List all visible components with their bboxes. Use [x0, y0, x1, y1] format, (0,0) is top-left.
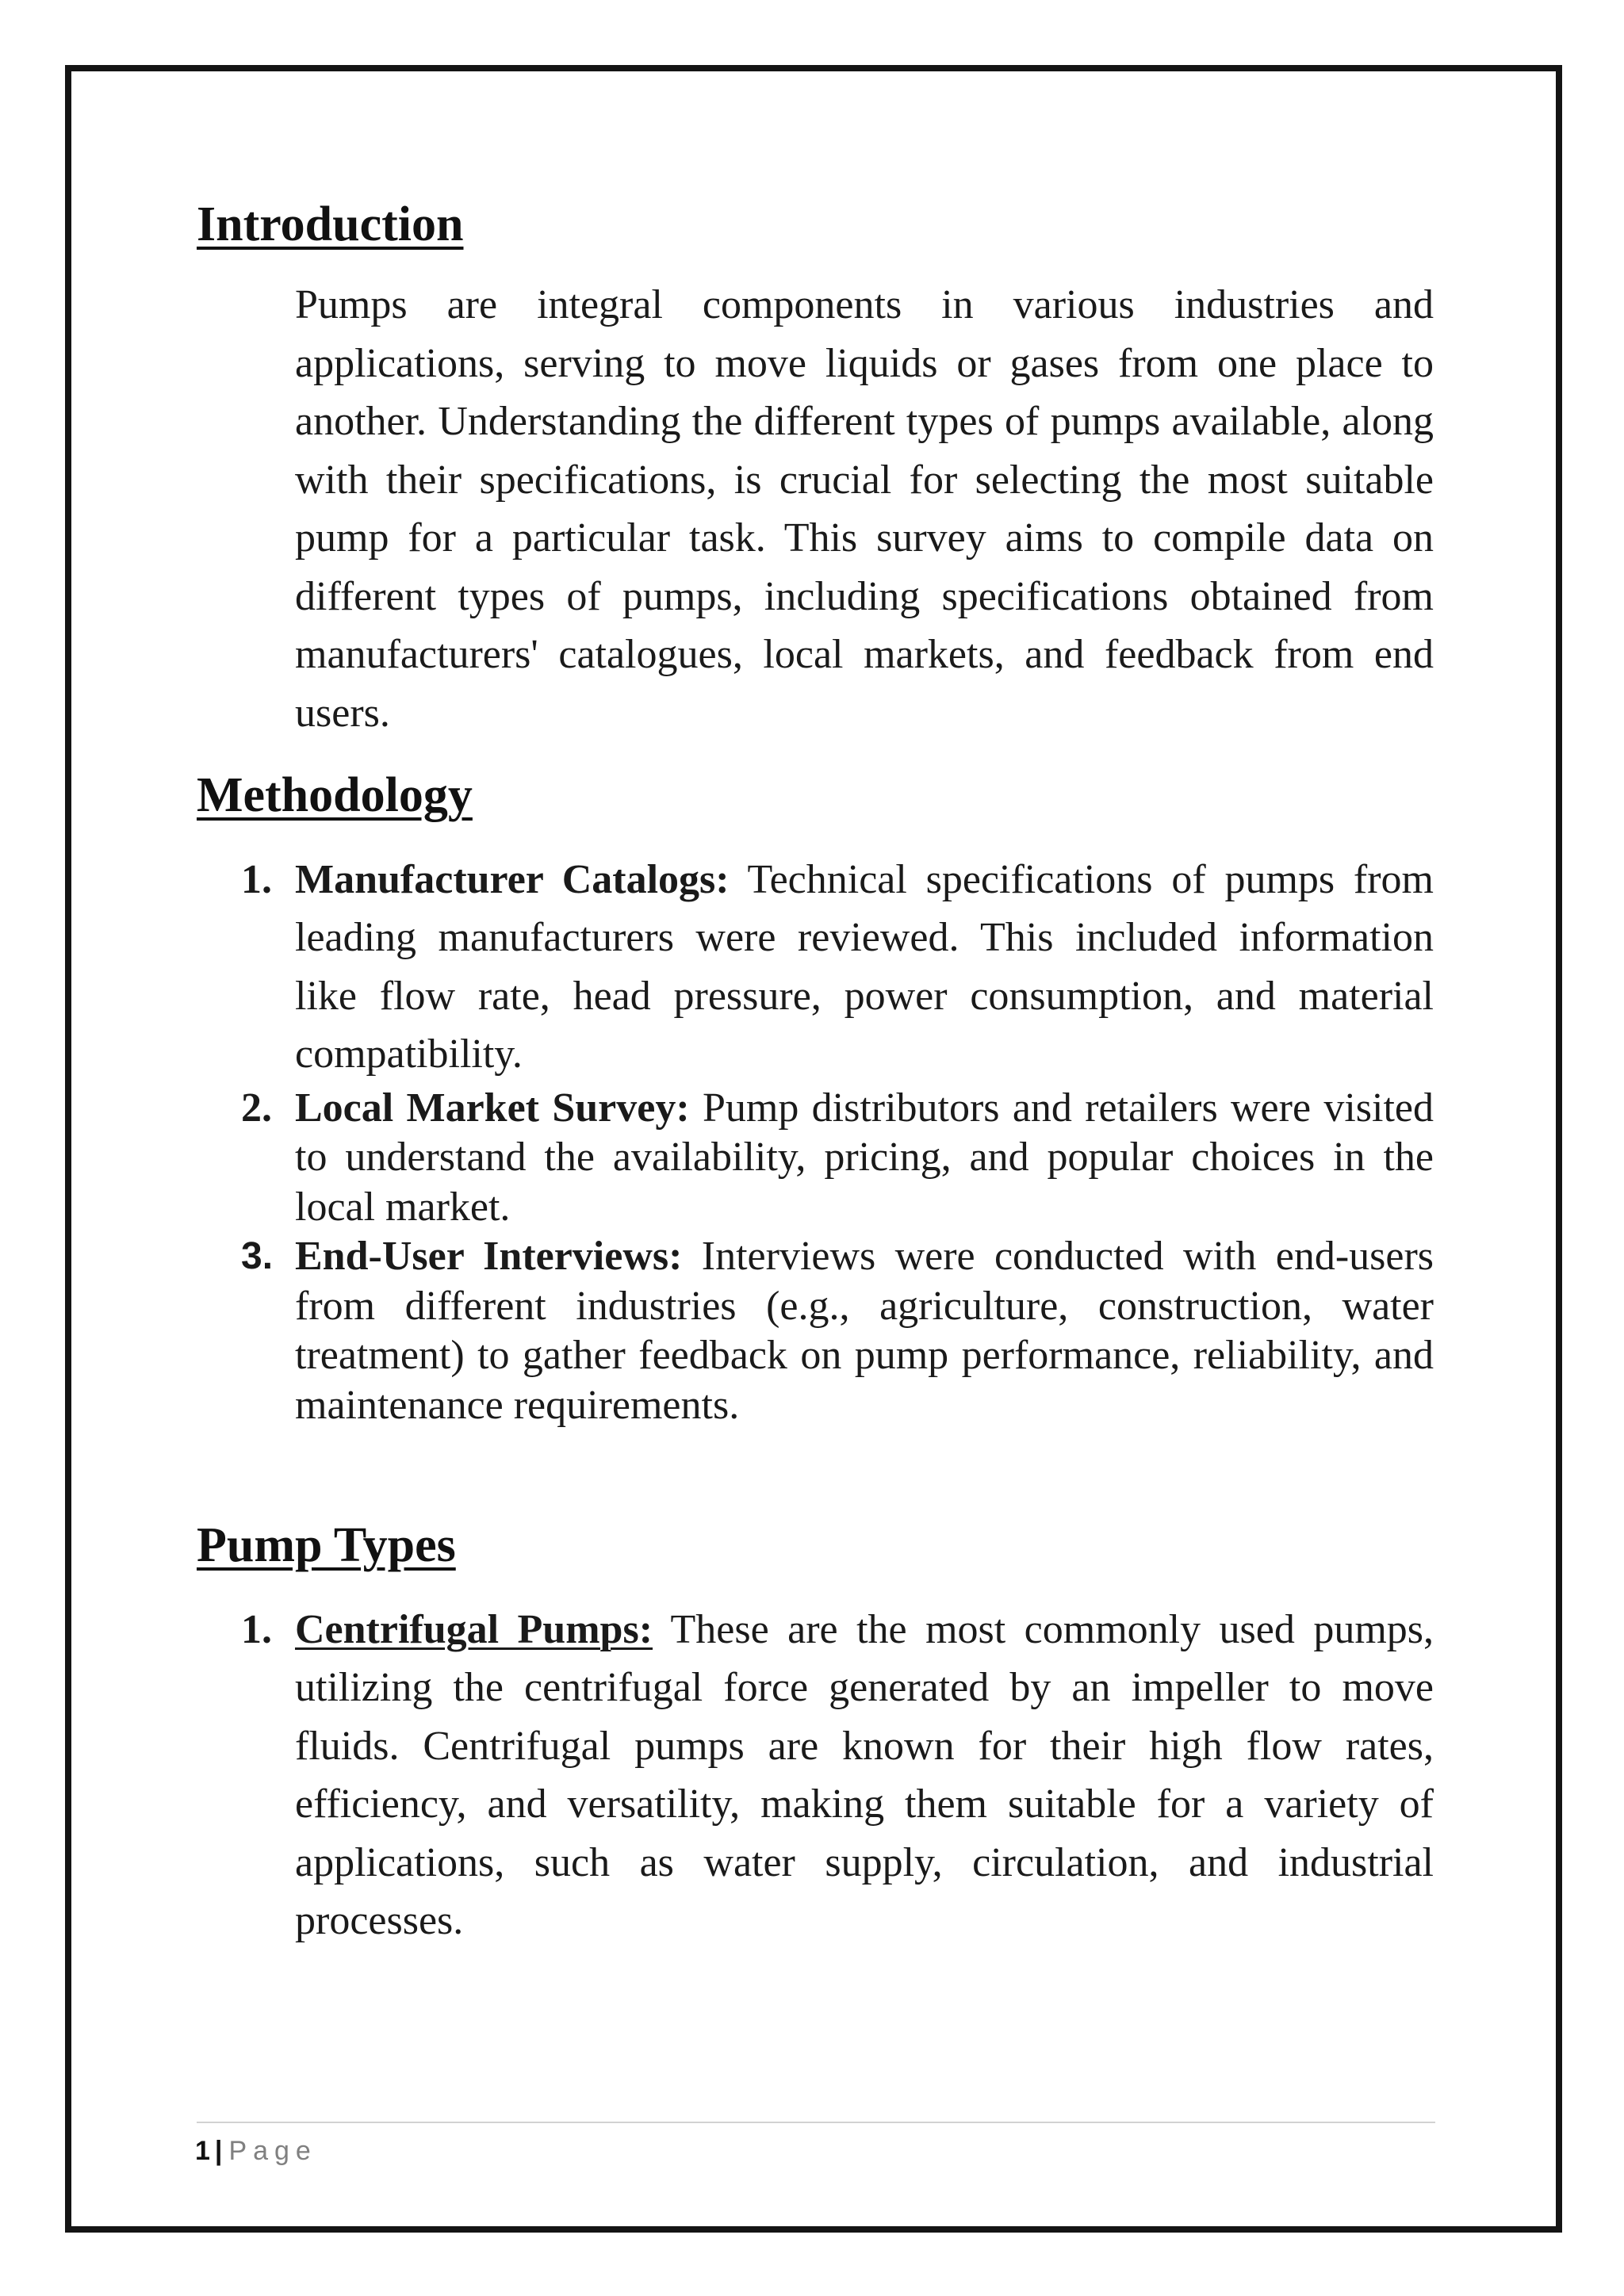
- introduction-paragraph: Pumps are integral components in various industries and applications, serving to move liquids or gases from one place to another. Understanding the different types of pumps available, along with their specifications, is crucial for selecting the most suitable pump for a particular task. This survey aims to compile data on different types of pumps, including specifications obtained from manufacturers' catalogues, local markets, and feedback from end users.: [295, 282, 1434, 736]
- pump-type-item-centrifugal: [241, 1601, 1434, 1950]
- list-number: 2.: [241, 1085, 272, 1131]
- methodology-list: [197, 851, 1434, 1431]
- footer-separator: |: [214, 2136, 223, 2166]
- item-lead: Local Market Survey:: [295, 1085, 690, 1131]
- page-label: Page: [228, 2136, 317, 2166]
- item-lead: Centrifugal Pumps:: [295, 1606, 653, 1652]
- methodology-item-local-market-survey: [241, 1084, 1434, 1233]
- introduction-heading: Introduction: [197, 197, 464, 251]
- page-footer: [195, 2131, 317, 2171]
- pump-types-list: [197, 1601, 1434, 1950]
- list-number: 1.: [241, 856, 272, 902]
- pump-types-heading: Pump Types: [197, 1518, 456, 1573]
- item-text: Pump distributors and retailers were visited to understand the availability, pricing, and popular choices in the local market.: [295, 1085, 1434, 1230]
- methodology-item-end-user-interviews: [241, 1232, 1434, 1430]
- item-lead: Manufacturer Catalogs:: [295, 856, 730, 902]
- item-text: These are the most commonly used pumps, utilizing the centrifugal force generated by an impeller to move fluids. Centrifugal pumps are known for their high flow rates, efficiency, and versatility, making them suitable for a variety of applications, such as water supply, circulation, and industrial processes.: [295, 1606, 1434, 1944]
- page-number: 1: [195, 2136, 210, 2166]
- methodology-item-manufacturer-catalogs: [241, 851, 1434, 1084]
- document-body: [197, 195, 1434, 1950]
- list-number: 3.: [241, 1235, 274, 1278]
- list-number: 1.: [241, 1606, 272, 1652]
- item-text: Technical specifications of pumps from leading manufacturers were reviewed. This included information like flow rate, head pressure, power consumption, and material compatibility.: [295, 856, 1434, 1077]
- footer-divider: [197, 2122, 1435, 2123]
- methodology-heading: Methodology: [197, 768, 473, 823]
- item-lead: End-User Interviews:: [295, 1234, 683, 1280]
- item-text: Interviews were conducted with end-users from different industries (e.g., agriculture, construction, water treatment) to gather feedback on pump performance, reliability, and maintenance requirements.: [295, 1234, 1434, 1428]
